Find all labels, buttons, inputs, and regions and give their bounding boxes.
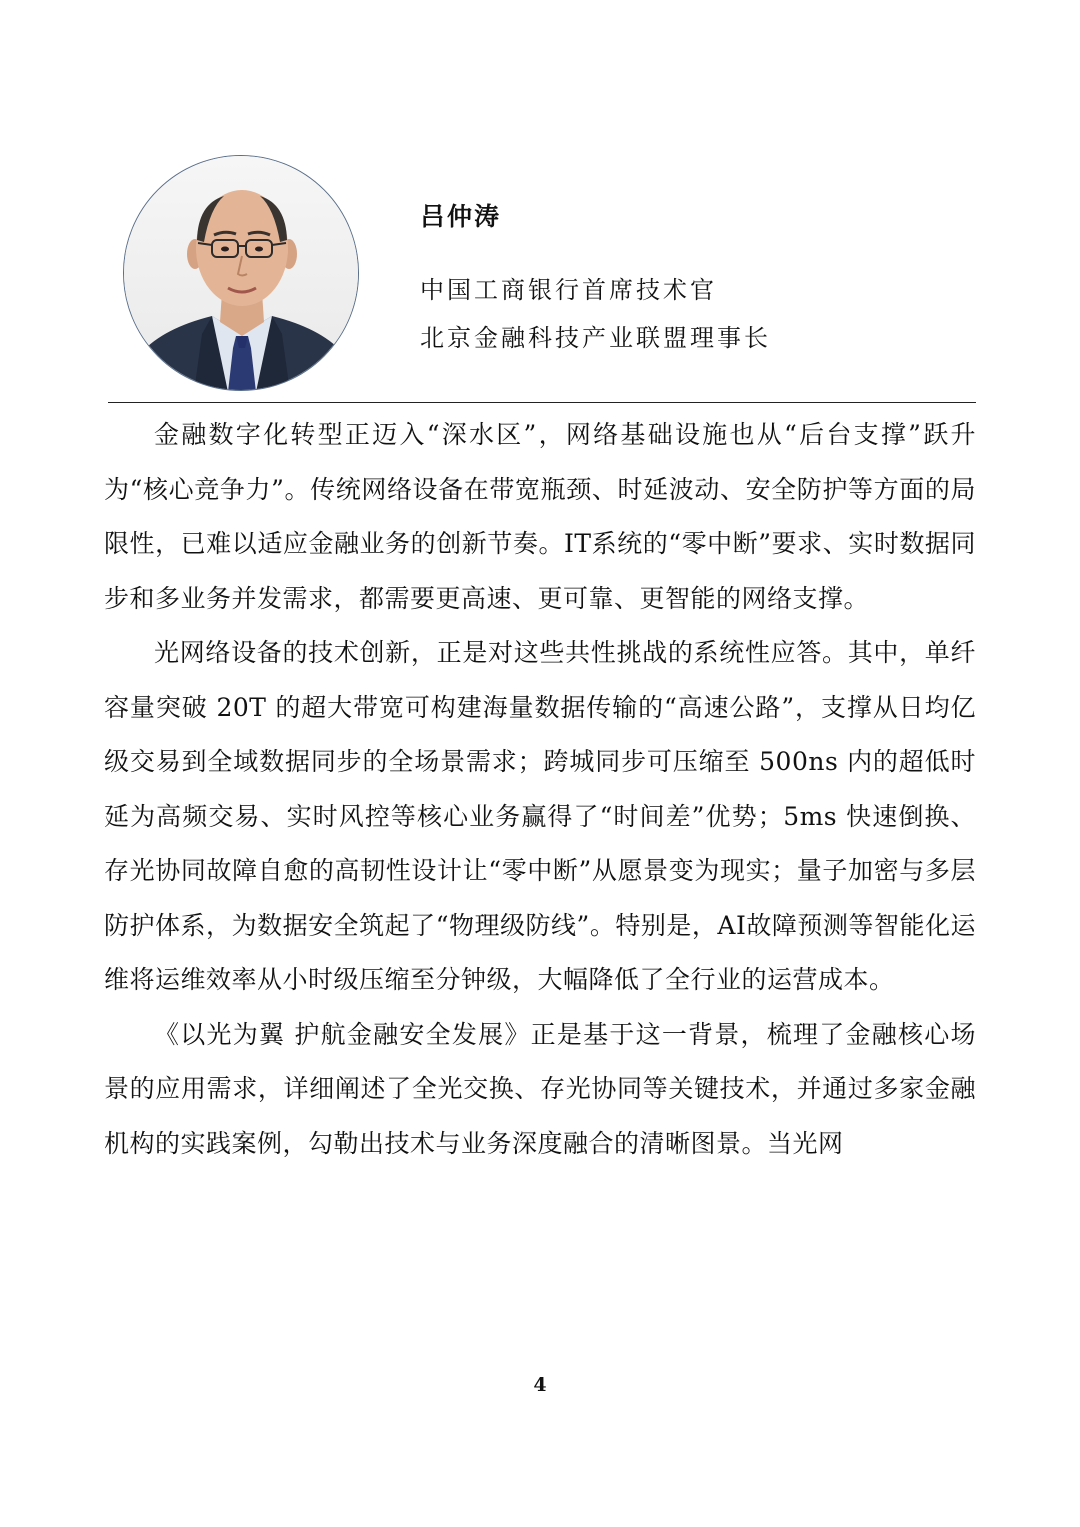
article-paragraph: 光网络设备的技术创新，正是对这些共性挑战的系统性应答。其中，单纤容量突破 20T 的超大带宽可构建海量数据传输的“高速公路”，支撑从日均亿级交易到全域数据同步的全场景需求；跨城同步可压缩至 500ns 内的超低时延为高频交易、实时风控等核心业务赢得了“时间差”优势；5ms 快速倒换、存光协同故障自愈的高韧性设计让“零中断”从愿景变为现实；量子加密与多层防护体系，为数据安全筑起了“物理级防线”。特别是，AI故障预测等智能化运维将运维效率从小时级压缩至分钟级，大幅降低了全行业的运营成本。 (104, 638, 976, 994)
person-name: 吕仲涛 (420, 202, 502, 231)
article-paragraph: 《以光为翼 护航金融安全发展》正是基于这一背景，梳理了金融核心场景的应用需求，详细阐述了全光交换、存光协同等关键技术，并通过多家金融机构的实践案例，勾勒出技术与业务深度融合的清晰图景。当光网 (104, 1019, 976, 1158)
page-number: 4 (533, 1374, 547, 1396)
section-divider (108, 402, 976, 403)
article-body (104, 408, 976, 1171)
person-title-secondary: 北京金融科技产业联盟理事长 (420, 324, 771, 352)
person-title-primary: 中国工商银行首席技术官 (420, 276, 717, 304)
article-paragraph: 金融数字化转型正迈入“深水区”，网络基础设施也从“后台支撑”跃升为“核心竞争力”。传统网络设备在带宽瓶颈、时延波动、安全防护等方面的局限性，已难以适应金融业务的创新节奏。IT系统的“零中断”要求、实时数据同步和多业务并发需求，都需要更高速、更可靠、更智能的网络支撑。 (104, 420, 976, 613)
profile-photo (123, 155, 359, 391)
portrait-illustration (124, 156, 359, 391)
